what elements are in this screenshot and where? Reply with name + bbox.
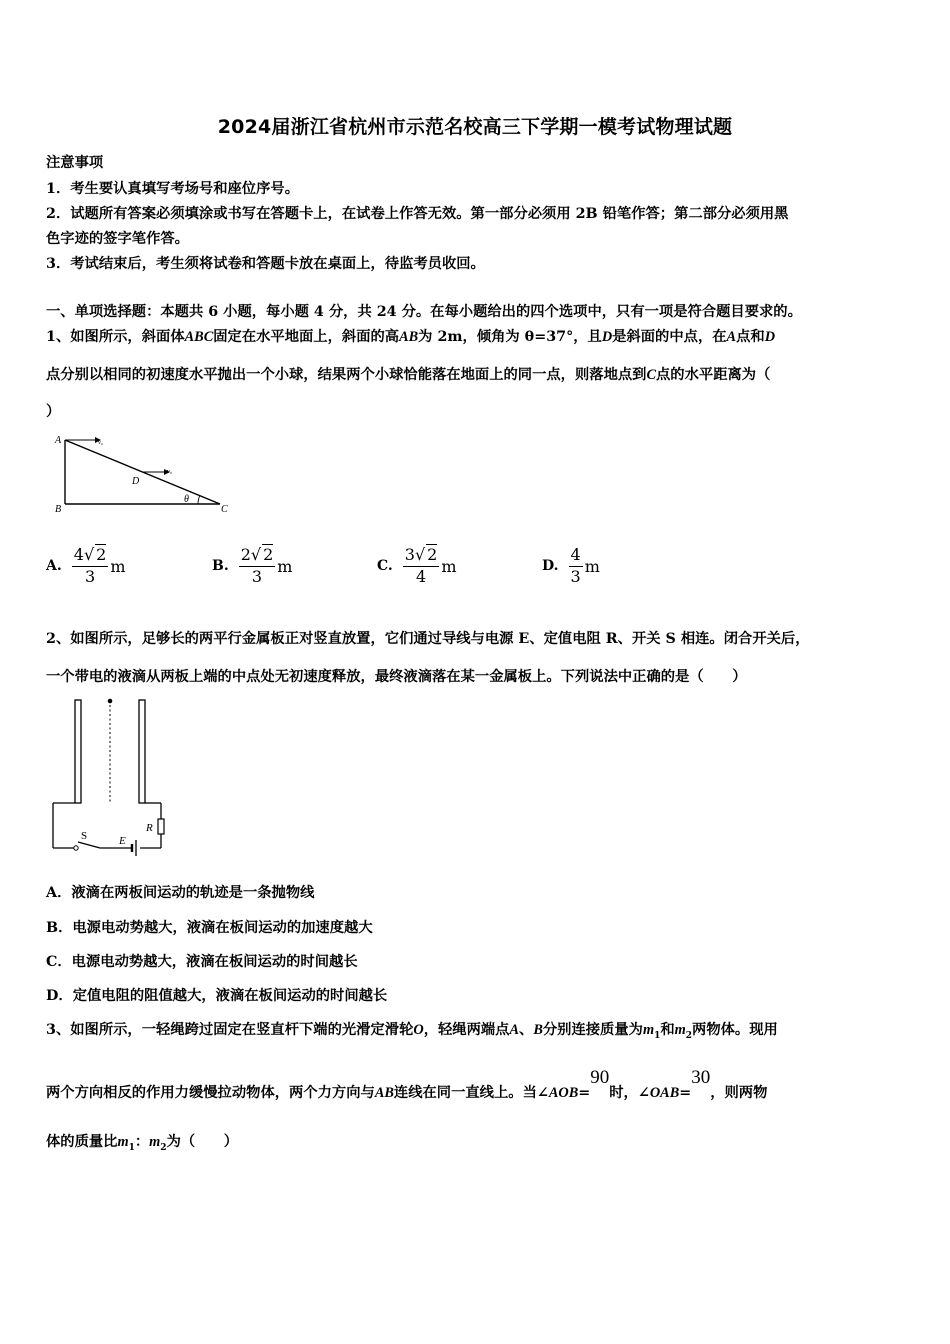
- notes-item: 色字迹的签字笔作答。: [46, 231, 189, 247]
- label-v0: v₀: [167, 469, 173, 475]
- label-theta: θ: [184, 494, 189, 505]
- q1-text-line2: 点分别以相同的初速度水平抛出一个小球，结果两个小球恰能落在地面上的同一点，则落地点到C点的水平距离为（: [46, 367, 771, 383]
- q2-option-b[interactable]: B．电源电动势越大，液滴在板间运动的加速度越大: [46, 920, 373, 936]
- notes-item: 1．考生要认真填写考场号和座位序号。: [46, 181, 299, 197]
- q2-option-c[interactable]: C．电源电动势越大，液滴在板间运动的时间越长: [46, 954, 358, 970]
- notes-heading: 注意事项: [46, 155, 104, 171]
- fraction: $\frac{4√ 2}{3}$: [73, 545, 107, 586]
- label-d: D: [132, 476, 140, 487]
- label-s: S: [81, 830, 88, 842]
- label-c: C: [221, 504, 228, 515]
- q1-option-b[interactable]: B. $\frac{2√ 2}{3}$ m: [212, 545, 293, 586]
- incline-figure: [50, 432, 240, 517]
- q2-text-line2: 一个带电的液滴从两板上端的中点处无初速度释放，最终液滴落在某一金属板上。下列说法中正确的是（ ）: [46, 669, 747, 685]
- notes-item: 3．考试结束后，考生须将试卷和答题卡放在桌面上，待监考员收回。: [46, 256, 485, 272]
- label-e: E: [119, 835, 126, 847]
- label-b: B: [55, 504, 62, 515]
- section-heading: 一、单项选择题：本题共 6 小题，每小题 4 分，共 24 分。在每小题给出的四个选项中，只有一项是符合题目要求的。: [46, 304, 802, 320]
- q3-text-line2: 两个方向相反的作用力缓慢拉动物体，两个力方向与AB连线在同一直线上。当∠AOB=90时，∠OAB=30，则两物: [46, 1067, 768, 1101]
- q1-text-line3: ）: [46, 404, 61, 420]
- fraction: $\frac{3√ 2}{4}$: [404, 545, 438, 586]
- fraction: $\frac{4}{3}$: [570, 545, 581, 586]
- notes-item: 2．试题所有答案必须填涂或书写在答题卡上，在试卷上作答无效。第一部分必须用 2B 铅笔作答；第二部分必须用黑: [46, 206, 789, 222]
- page-title: 2024届浙江省杭州市示范名校高三下学期一模考试物理试题: [217, 116, 733, 138]
- q1-option-d[interactable]: D. $\frac{4}{3}$ m: [542, 545, 600, 586]
- circuit-figure: [48, 696, 178, 861]
- q3-text-line3: 体的质量比$m_1$：$m_2$为（ ）: [46, 1134, 239, 1153]
- fraction: $\frac{2√ 2}{3}$: [240, 545, 274, 586]
- label-v0: v₀: [98, 440, 104, 446]
- q2-option-a[interactable]: A．液滴在两板间运动的轨迹是一条抛物线: [46, 885, 315, 901]
- q2-text-line1: 2、如图所示，足够长的两平行金属板正对竖直放置，它们通过导线与电源 E、定值电阻 R、开关 S 相连。闭合开关后，: [46, 631, 810, 647]
- label-a: A: [55, 435, 62, 446]
- q2-option-d[interactable]: D．定值电阻的阻值越大，液滴在板间运动的时间越长: [46, 988, 388, 1004]
- q1-option-a[interactable]: A. $\frac{4√ 2}{3}$ m: [46, 545, 126, 586]
- q3-text-line1: 3、如图所示，一轻绳跨过固定在竖直杆下端的光滑定滑轮O，轻绳两端点A、B分别连接质量为$m_1$和$m_2$两物体。现用: [46, 1022, 778, 1041]
- label-r: R: [146, 822, 153, 834]
- q1-option-c[interactable]: C. $\frac{3√ 2}{4}$ m: [377, 545, 457, 586]
- q1-text-line1: 1、如图所示，斜面体ABC固定在水平地面上，斜面的高AB为 2m，倾角为 θ=37°，且D是斜面的中点，在A点和D: [46, 329, 776, 345]
